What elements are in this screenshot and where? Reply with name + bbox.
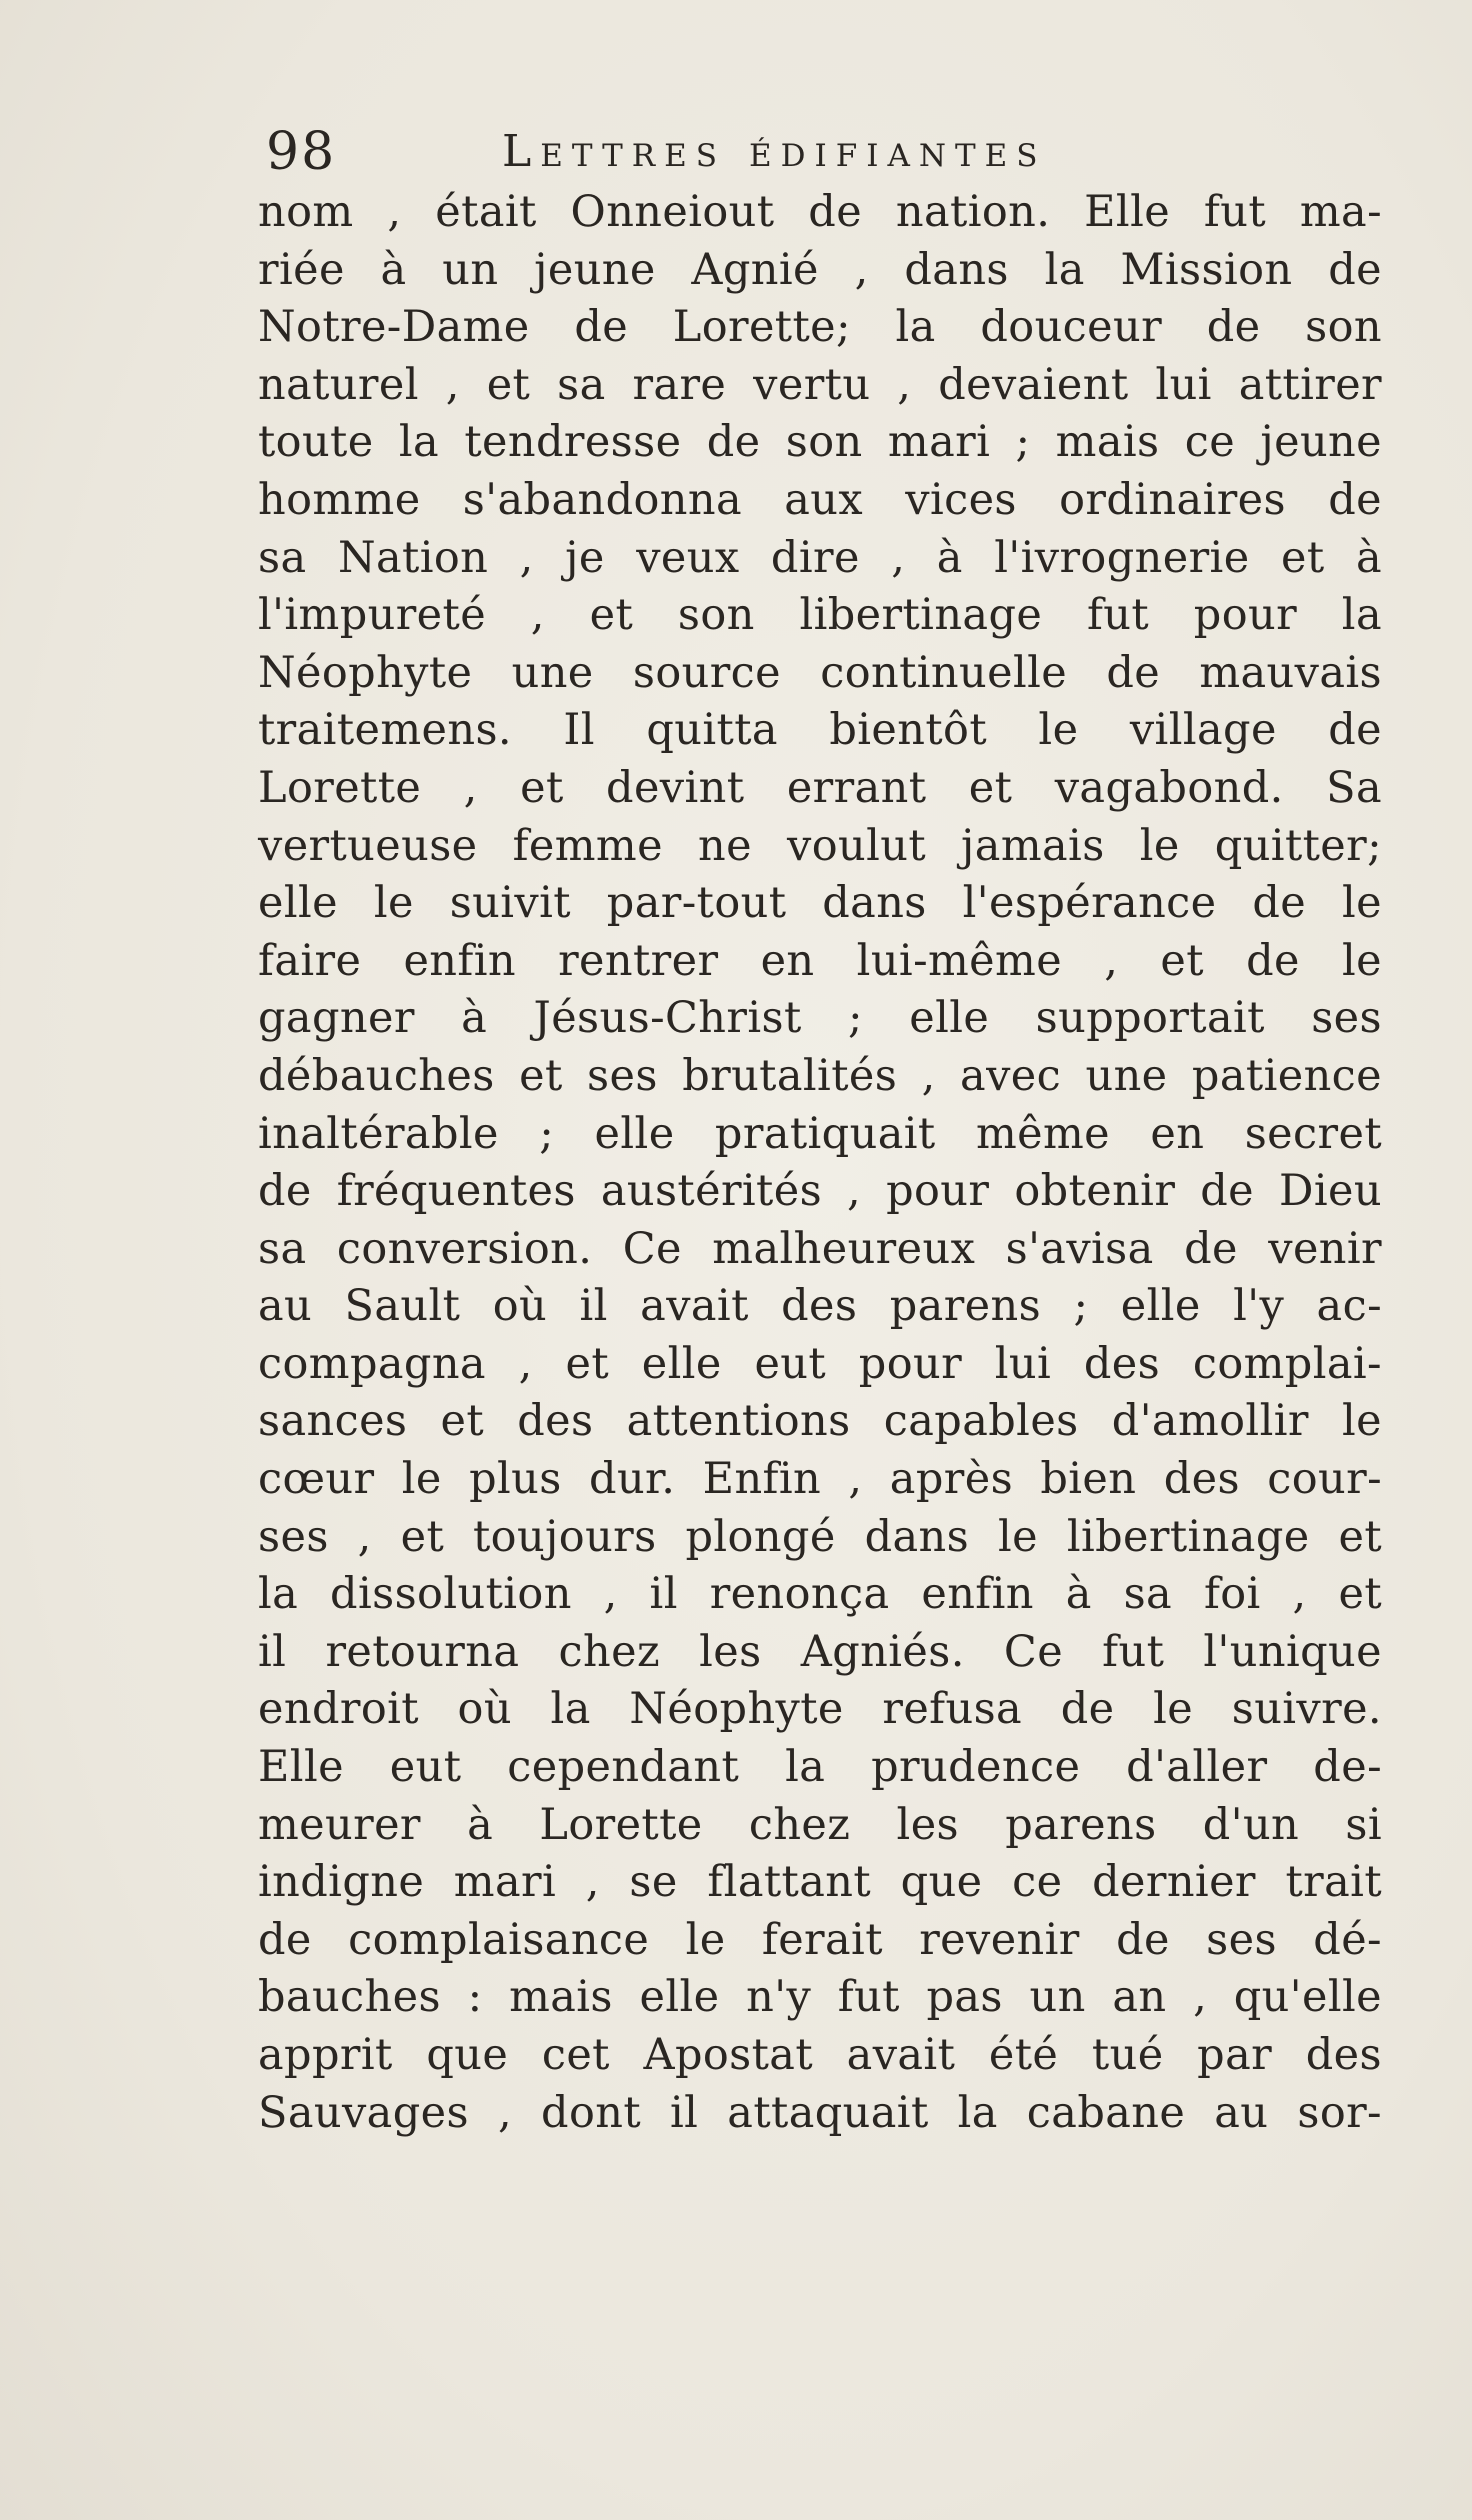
text-line: gagner à Jésus-Christ ; elle supportait ses [258, 993, 1382, 1044]
text-line: l'impureté , et son libertinage fut pour la [258, 590, 1382, 641]
text-line: faire enfin rentrer en lui-même , et de le [258, 935, 1382, 986]
text-line: endroit où la Néophyte refusa de le suivre. [258, 1684, 1382, 1735]
text-line: Lorette , et devint errant et vagabond. Sa [258, 762, 1382, 813]
text-line: sa Nation , je veux dire , à l'ivrognerie et à [258, 532, 1382, 583]
body-text [258, 184, 1382, 2142]
text-line: bauches : mais elle n'y fut pas un an , qu'elle [258, 1972, 1382, 2023]
text-line: Néophyte une source continuelle de mauvais [258, 647, 1382, 698]
text-line: Sauvages , dont il attaquait la cabane au sor- [258, 2087, 1382, 2138]
text-line: apprit que cet Apostat avait été tué par des [258, 2030, 1382, 2080]
text-line: inaltérable ; elle pratiquait même en secret [258, 1108, 1382, 1159]
text-line: au Sault où il avait des parens ; elle l'y ac- [258, 1281, 1382, 1332]
text-line: traitemens. Il quitta bientôt le village de [258, 705, 1382, 756]
text-line: sa conversion. Ce malheureux s'avisa de venir [258, 1223, 1382, 1274]
text-line: naturel , et sa rare vertu , devaient lui attirer [258, 359, 1382, 410]
text-line: de complaisance le ferait revenir de ses dé- [258, 1914, 1382, 1965]
text-line: ses , et toujours plongé dans le libertinage et [258, 1511, 1382, 1562]
text-line: de fréquentes austérités , pour obtenir de Dieu [258, 1166, 1382, 1217]
text-line: compagna , et elle eut pour lui des complai- [258, 1338, 1382, 1389]
text-line: Notre-Dame de Lorette; la douceur de son [258, 302, 1382, 353]
text-line: sances et des attentions capables d'amollir le [258, 1396, 1382, 1447]
text-line: la dissolution , il renonça enfin à sa foi , et [258, 1569, 1382, 1620]
text-line: homme s'abandonna aux vices ordinaires de [258, 474, 1382, 525]
text-line: vertueuse femme ne voulut jamais le quitter; [258, 820, 1382, 871]
running-head: Lettres édifiantes [502, 126, 1047, 177]
text-line: il retourna chez les Agniés. Ce fut l'unique [258, 1626, 1382, 1677]
text-line: nom , était Onneiout de nation. Elle fut ma- [258, 187, 1382, 237]
text-line: toute la tendresse de son mari ; mais ce jeune [258, 417, 1382, 468]
page-header [266, 122, 1386, 182]
page-number: 98 [266, 122, 337, 182]
text-line: cœur le plus dur. Enfin , après bien des cour- [258, 1454, 1382, 1505]
text-line: elle le suivit par-tout dans l'espérance de le [258, 878, 1382, 929]
text-line: indigne mari , se flattant que ce dernier trait [258, 1857, 1382, 1908]
text-line: meurer à Lorette chez les parens d'un si [258, 1799, 1382, 1850]
text-line: Elle eut cependant la prudence d'aller de- [258, 1742, 1382, 1793]
text-line: riée à un jeune Agnié , dans la Mission de [258, 244, 1382, 295]
text-line: débauches et ses brutalités , avec une patience [258, 1050, 1382, 1101]
